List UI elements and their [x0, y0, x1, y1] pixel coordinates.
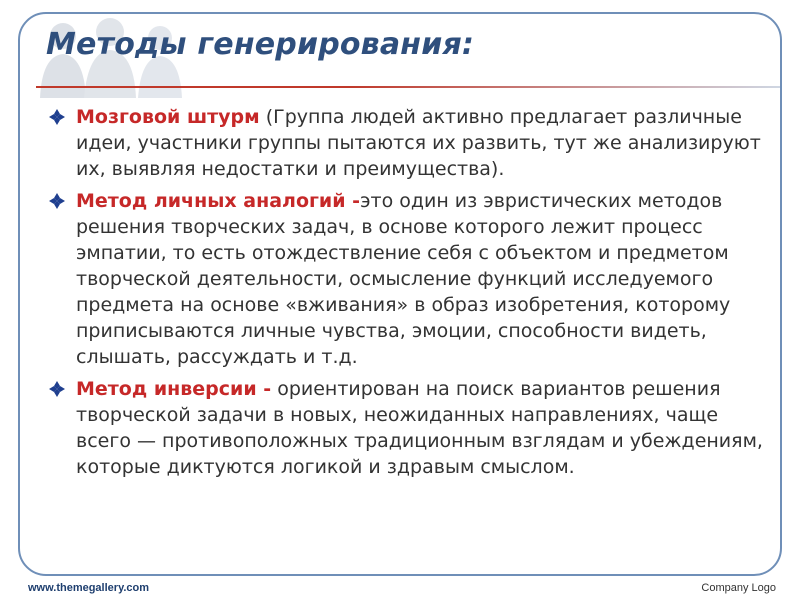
- diamond-bullet-icon: [48, 380, 66, 398]
- company-logo: Company Logo: [701, 582, 776, 594]
- list-item: [44, 376, 774, 480]
- list-item: [44, 104, 774, 182]
- website-link[interactable]: www.themegallery.com: [28, 582, 150, 594]
- diamond-bullet-icon: [48, 108, 66, 126]
- method-term: Мозговой штурм: [76, 106, 260, 128]
- method-description: (Группа людей активно предлагает различные идеи, участники группы пытаются их развить, тут же анализируют их, выявляя недостатки и преимущества).: [76, 106, 761, 180]
- method-description: это один из эвристических методов решения творческих задач, в основе которого лежит процесс эмпатии, то есть отождествление себя с объектом и предметом творческой деятельности, осмысление функций исследуемого предмета на основе «вживания» в образ изобретения, которому приписываются личные чувства, эмоции, способности видеть, слышать, рассуждать и т.д.: [76, 190, 731, 368]
- method-description: ориентирован на поиск вариантов решения творческой задачи в новых, неожиданных направлениях, чаще всего — противоположных традиционным взглядам и убеждениям, которые диктуются логикой и здравым смыслом.: [76, 378, 763, 478]
- bullet-list: [44, 104, 774, 486]
- method-term: Метод личных аналогий -: [76, 190, 361, 212]
- method-term: Метод инверсии -: [76, 378, 272, 400]
- list-item: [44, 188, 774, 370]
- title-divider: [36, 86, 780, 88]
- page-title: Методы генерирования:: [46, 27, 475, 62]
- diamond-bullet-icon: [48, 192, 66, 210]
